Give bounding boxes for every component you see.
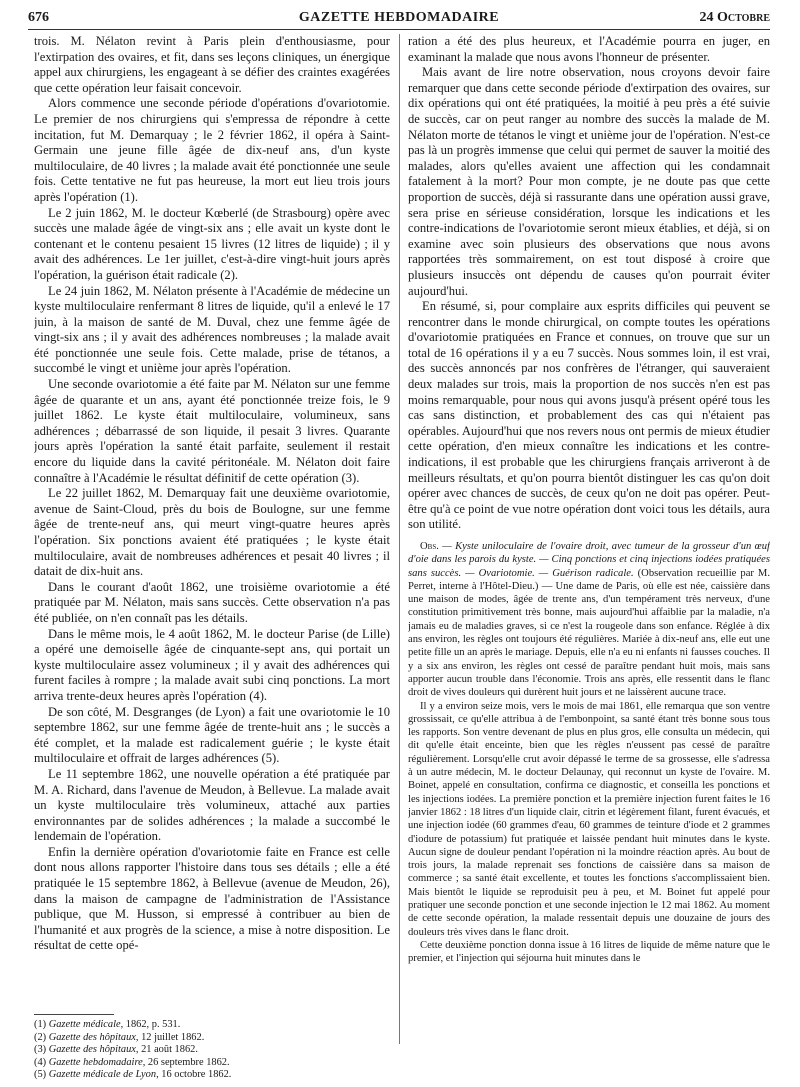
footnote-number: (5) [34, 1069, 47, 1081]
footnote-source: Gazette hebdomadaire [48, 1056, 143, 1068]
footnote [34, 1069, 390, 1082]
paragraph: ration a été des plus heureux, et l'Académie pourra en juger, en examinant la malade que nous avons l'honneur de présenter. [408, 34, 770, 64]
observation-title: — Kyste uniloculaire de l'ovaire droit, avec tumeur de la grosseur d'un œuf d'oie dans les parois du kyste. — Cinq ponctions et cinq injections iodées pratiquées sans succès. — Ovariotomie. — Guérison radicale. [408, 541, 770, 579]
paragraph: trois. M. Nélaton revint à Paris plein d'enthousiasme, pour l'extirpation des ovaires, et fit, dans ses leçons cliniques, un énergique appel aux chirurgiens, les engageant à se défier des craintes exagérées que cette opération leur faisait concevoir. [34, 34, 390, 95]
paragraph: Le 22 juillet 1862, M. Demarquay fait une deuxième ovariotomie, avenue de Saint-Cloud, près du bois de Boulogne, sur une femme âgée de trente-neuf ans, qui meurt vingt-quatre heures après l'opération. Six ponctions avaient été pratiquées ; le kyste était multiloculaire, avait de nombreuses adhérences et pesait 40 livres ; il datait de dix-huit ans. [34, 486, 390, 579]
footnote-number: (1) [34, 1019, 47, 1030]
footnote-number: (3) [34, 1044, 47, 1056]
footnote-ref: , 12 juillet 1862. [135, 1031, 205, 1043]
footnote-ref: , 16 octobre 1862. [156, 1069, 232, 1081]
column-divider [399, 34, 400, 1044]
paragraph: Une seconde ovariotomie a été faite par M. Nélaton sur une femme âgée de quarante et un ans, ayant été ponctionnée treize fois, le 9 juillet 1862. Le kyste était multiloculaire, volumineux, sans adhérences ; débarrassé de son liquide, il pesait 3 livres. Quarante jours après l'opération la santé était parfaite, seulement il restait encore du liquide dans la cavité péritonéale. M. Nélaton doit faire connaître à l'Académie le résultat définitif de cette opération (3). [34, 377, 390, 485]
page-number: 676 [28, 10, 49, 25]
running-head [28, 8, 770, 30]
footnote-ref: , 26 septembre 1862. [142, 1056, 230, 1068]
paragraph: Dans le même mois, le 4 août 1862, M. le docteur Parise (de Lille) a opéré une demoiselle âgée de cinquante-sept ans, qui portait un kyste multiloculaire assez volumineux ; il y avait des adhérences qui furent faciles à rompre ; la malade avait subi cinq ponctions. La mort arriva trente-deux heures après l'opération (4). [34, 626, 390, 703]
footnote [34, 1057, 390, 1070]
footnotes [34, 1014, 390, 1082]
paragraph: Le 24 juin 1862, M. Nélaton présente à l'Académie de médecine un kyste multiloculaire renfermant 8 litres de liquide, qu'il a enlevé le 17 juin, à la maison de santé de M. Duval, chez une femme âgée de vingt-six ans ; il y avait des adhérences nombreuses ; la malade avait été ponctionnée une seule fois. Cette malade, prise de tétanos, a succombé le vingt et unième jour après l'opération. [34, 283, 390, 376]
footnote-ref: , 1862, p. 531. [120, 1019, 181, 1030]
footnote [34, 1032, 390, 1045]
footnote-number: (4) [34, 1056, 47, 1068]
paragraph: Dans le courant d'août 1862, une troisième ovariotomie a été pratiquée par M. Nélaton, mais sans succès. Cette observation n'a pas été publiée, on n'en connaît pas les détails. [34, 579, 390, 625]
footnote-source: Gazette des hôpitaux [48, 1031, 136, 1043]
observation-note: (Observation recueillie par M. Perret, interne à l'Hôtel-Dieu.) — Une dame de Paris, où elle est née, caissière dans une maison de modes, âgée de trente ans, d'un tempérament très nerveux, d'une constitution primitivement très bonne, mais aujourd'hui affaiblie par la maladie, n'a jamais eu de maladies graves, si ce n'est la rougeole dans son enfance. Réglée à dix ans environ, les règles ont toujours été régulières. Mariée à dix-neuf ans, elle eut une petite fille un an après le mariage. Depuis, elle n'a eu ni enfants ni fausses couches. Il y a six ans environ, les règles ont cessé de paraître pendant huit mois, mais sans apporter aucun trouble dans l'économie. Trois ans après, elle ressentit dans le flanc droit de vives douleurs qui durèrent huit jours et ne laissèrent aucune trace. [408, 567, 770, 699]
footnote [34, 1019, 390, 1032]
right-column [408, 34, 770, 1054]
footnote-rule [34, 1014, 114, 1015]
footnote-source: Gazette médicale de Lyon [48, 1069, 157, 1081]
footnote-ref: , 21 août 1862. [135, 1044, 198, 1056]
header-rule [28, 29, 770, 30]
paragraph: Enfin la dernière opération d'ovariotomie faite en France est celle dont nous allons rapporter l'histoire dans tous ses détails ; elle a été pratiquée le 15 septembre 1862, à Bellevue (avenue de Meudon, 26), dans la maison de campagne de l'administration de l'Assistance publique, que M. Husson, si empressé à contribuer au bien de l'humanité et aux progrès de la science, a mise à notre disposition. Le résultat de cette opé- [34, 844, 390, 953]
journal-title: GAZETTE HEBDOMADAIRE [298, 10, 500, 25]
observation-heading [408, 540, 770, 700]
paragraph: Le 2 juin 1862, M. le docteur Kœberlé (de Strasbourg) opère avec succès une malade âgée de vingt-six ans ; elle avait un kyste dont le contenant et le contenu pesaient 15 livres (12 litres de liquide) ; il y avait des adhérences. Le 1er juillet, c'est-à-dire vingt-huit jours après l'opération, la guérison était radicale (2). [34, 205, 390, 282]
paragraph: Mais avant de lire notre observation, nous croyons devoir faire remarquer que dans cette seconde période d'extirpation des ovaires, sur dix opérations qui ont été pratiquées, la moitié à peu près a été suivie de succès, car on peut ranger au nombre des succès la malade de M. Nélaton morte de tétanos le vingt et unième jour de l'opération. N'est-ce pas là un progrès immense que celui qui permet de sauver la moitié des malades, alors qu'elles avaient une affection qui les condamnait fatalement à la mort? Pour mon compte, je ne doute pas que cette proportion de succès, déjà si rassurante dans une opération aussi grave, sera prise en sérieuse considération, lorsque les indications et les contre-indications de l'ovariotomie seront mieux établies, et déjà, si on examine avec soin plusieurs des observations que nous avons rapportées très sommairement, on est tout disposé à croire que plusieurs insuccès ont dépendu de causes qu'on pourrait éviter aujourd'hui. [408, 65, 770, 298]
paragraph: En résumé, si, pour complaire aux esprits difficiles qui peuvent se rencontrer dans le monde chirurgical, on compte toutes les opérations d'ovariotomie pratiquées en France et connues, on trouve que sur un total de 16 opérations il y a eu 7 succès. Nous sommes loin, il est vrai, des succès annoncés par nos confrères de l'étranger, qui sauveraient deux malades sur trois, mais la proportion de nos succès n'en est pas moins remarquable, pour nous qui avons jusqu'à présent opéré tous les cas sans distinction, et probablement des cas qui n'étaient pas opérables. Aujourd'hui que nos revers nous ont permis de mieux étudier cette opération, d'en mieux connaître les indications et les contre-indications, il est probable que les chirurgiens français arriveront à de meilleurs résultats, et qu'on pourra bientôt distinguer les cas qu'on doit opérer avec chances de succès, de ceux qu'on ne doit pas opérer. Peut-être qu'à ce point de vue notre opération dont voici tous les détails, aura son utilité. [408, 299, 770, 532]
footnote-source: Gazette des hôpitaux [48, 1044, 136, 1056]
paragraph: De son côté, M. Desgranges (de Lyon) a fait une ovariotomie le 10 septembre 1862, sur une femme âgée de trente-huit ans ; le succès a été complet, et la malade est radicalement guérie ; le kyste était multiloculaire et offrait de larges adhérences (5). [34, 704, 390, 766]
footnote-number: (2) [34, 1031, 47, 1043]
observation-label: Obs. [420, 541, 439, 552]
issue-date: 24 Octobre [699, 10, 770, 25]
paragraph: Alors commence une seconde période d'opérations d'ovariotomie. Le premier de nos chirurgiens qui s'empressa de répondre à cette incitation, fut M. Demarquay ; le 2 février 1862, il opéra à Saint-Germain une jeune fille âgée de dix-neuf ans, d'un kyste multiloculaire, de 40 livres ; la malade avait été ponctionnée une seule fois. Cette tentative ne fut pas heureuse, la mort eut lieu trois jours après l'opération (1). [34, 96, 390, 204]
footnote [34, 1044, 390, 1057]
footnote-source: Gazette médicale [48, 1019, 121, 1030]
paragraph: Cette deuxième ponction donna issue à 16 litres de liquide de même nature que le premier, et l'injection qui séjourna huit minutes dans le [408, 939, 770, 965]
left-column [34, 34, 390, 1049]
paragraph: Il y a environ seize mois, vers le mois de mai 1861, elle remarqua que son ventre grossissait, ce qu'elle attribua à de l'embonpoint, sa santé étant très bonne sous tous les rapports. Son ventre devenant de plus en plus gros, elle consulta un médecin, qui dit qu'elle était enceinte, bien que les règles n'eussent pas cessé de paraître régulièrement. Lorsqu'elle crut avoir dépassé le terme de sa grossesse, elle s'adressa à un autre médecin, M. le docteur Delaunay, qui reconnut un kyste de l'ovaire. M. Boinet, appelé en consultation, confirma ce diagnostic, et conseilla les ponctions et les injections iodées. La première ponction et la première injection furent faites le 16 janvier 1862 : 18 litres d'un liquide clair, citrin et légèrement filant, furent évacués, et une injection iodée (60 grammes d'eau, 60 grammes de teinture d'iode et 2 grammes d'iodure de potassium) fut pratiquée et laissée pendant huit minutes dans le kyste. Aucun signe de douleur pendant l'opération ni la moindre réaction après. Au bout de trois jours, la malade reprenait ses fonctions de caissière dans sa maison de commerce ; sa santé était excellente, et toutes les fonctions s'accomplissaient bien. Mais bientôt le liquide se reproduisit peu à peu, et M. Boinet fut appelé pour pratiquer une seconde ponction et une seconde injection le 12 mai 1862. Au moment de cette seconde opération, la malade ressentait depuis une douzaine de jours des douleurs très vives dans le flanc droit. [408, 700, 770, 938]
observation-section [408, 540, 770, 966]
paragraph: Le 11 septembre 1862, une nouvelle opération a été pratiquée par M. A. Richard, dans l'avenue de Meudon, à Bellevue. La malade avait un kyste multiloculaire très volumineux, attaché aux parties environnantes par de solides adhérences ; la malade a succombé le lendemain de l'opération. [34, 766, 390, 844]
